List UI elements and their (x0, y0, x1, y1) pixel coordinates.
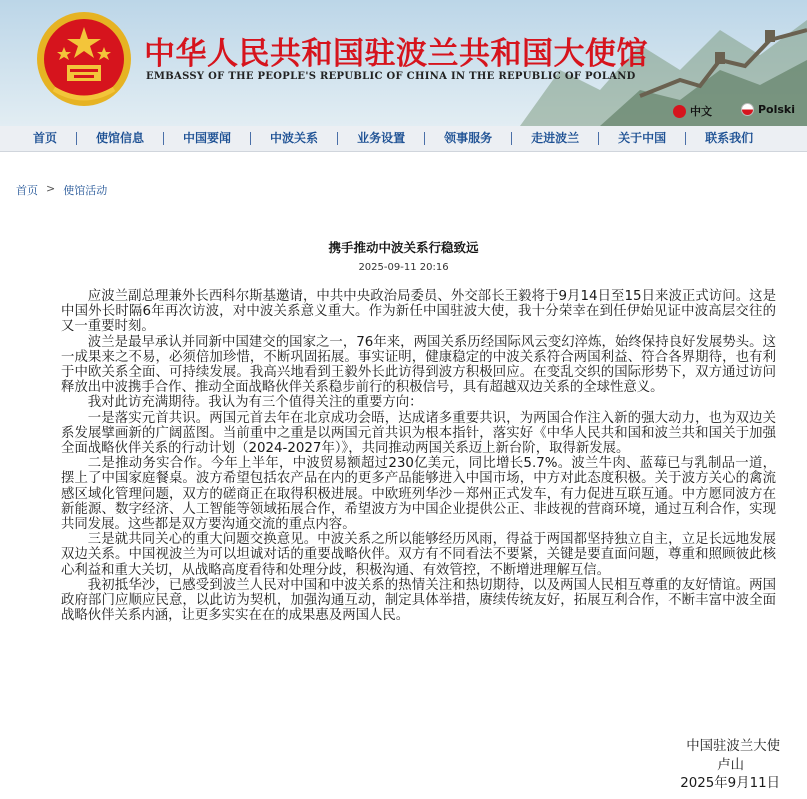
article-date: 2025-09-11 20:16 (358, 262, 449, 273)
breadcrumb (16, 182, 107, 198)
breadcrumb-current[interactable]: 使馆活动 (63, 184, 108, 197)
nav-item-consular[interactable]: 领事服务 (425, 132, 512, 145)
poland-flag-icon (741, 103, 754, 116)
nav-item-embassy-info[interactable]: 使馆信息 (77, 132, 164, 145)
article-paragraph: 二是推动务实合作。今年上半年，中波贸易额超过230亿美元，同比增长5.7%。波兰牛肉、蓝莓已与乳制品一道，摆上了中国家庭餐桌。波方希望包括农产品在内的更多产品能够进入中国市场，中方对此态度积极。关于波方关心的禽流感区域化管理问题，双方的磋商正在取得积极进展。中欧班列华沙－郑州正式发车，有力促进互联互通。中方愿同波方在新能源、数字经济、人工智能等领域拓展合作，希望波方为中国企业提供公正、非歧视的营商环境，通过互利合作，实现共同发展。这些都是双方要沟通交流的重点内容。 (61, 456, 776, 533)
article-title: 携手推动中波关系行稳致远 (328, 240, 479, 255)
nav-item-services[interactable]: 业务设置 (338, 132, 425, 145)
breadcrumb-home[interactable]: 首页 (16, 184, 38, 197)
china-flag-icon (673, 105, 686, 118)
article-paragraph: 一是落实元首共识。两国元首去年在北京成功会晤，达成诸多重要共识，为两国合作注入新的强大动力，也为双边关系发展擘画新的广阔蓝图。当前重中之重是以两国元首共识为根本指针，落实好《中华人民共和国和波兰共和国关于加强全面战略伙伴关系的行动计划（2024-2027年）》，共同推动两国关系迈上新台阶，取得新发展。 (61, 410, 776, 457)
article-paragraph: 应波兰副总理兼外长西科尔斯基邀请，中共中央政治局委员、外交部长王毅将于9月14日至15日来波正式访问。这是中国外长时隔6年再次访波，对中波关系意义重大。作为新任中国驻波大使，我十分荣幸在到任伊始见证中波高层交往的又一重要时刻。 (61, 289, 776, 335)
language-chinese-label: 中文 (690, 105, 712, 118)
nav-item-home[interactable]: 首页 (0, 132, 77, 145)
article-body (61, 289, 776, 623)
nav-item-china-news[interactable]: 中国要闻 (164, 132, 251, 145)
site-header (0, 0, 807, 126)
article-paragraph: 三是就共同关心的重大问题交换意见。中波关系之所以能够经历风雨，得益于两国都坚持独立自主，立足长远地发展双边关系。中国视波兰为可以坦诚对话的重要战略伙伴。双方有不同看法不要紧，关键是要直面问题，尊重和照顾彼此核心利益和重大关切，从战略高度看待和处理分歧，积极沟通、有效管控，不断增进理解互信。 (61, 532, 776, 578)
national-emblem-icon (34, 9, 134, 109)
signature-title: 中国驻波兰大使 (686, 739, 780, 754)
site-title-english: EMBASSY OF THE PEOPLE'S REPUBLIC OF CHINA IN THE REPUBLIC OF POLAND (146, 71, 636, 82)
nav-item-china-poland-relations[interactable]: 中波关系 (251, 132, 338, 145)
nav-item-contact[interactable]: 联系我们 (705, 131, 754, 145)
language-chinese-link[interactable] (673, 103, 712, 119)
article-signature (630, 738, 780, 794)
signature-name: 卢山 (717, 757, 744, 773)
article-paragraph: 我初抵华沙，已感受到波兰人民对中国和中波关系的热情关注和热切期待，以及两国人民相互尊重的友好情谊。两国政府部门应顺应民意，以此访为契机，加强沟通互动，制定具体举措，赓续传统友好，拓展互利合作，不断丰富中波全面战略伙伴关系内涵，让更多实实在在的成果惠及两国人民。 (61, 577, 776, 624)
article-paragraph: 我对此访充满期待。我认为有三个值得关注的重要方向： (87, 395, 423, 411)
main-nav (0, 126, 807, 152)
language-polish-link[interactable] (741, 103, 795, 116)
chevron-right-icon: > (46, 182, 56, 195)
nav-item-about-poland[interactable]: 走进波兰 (512, 132, 599, 145)
signature-date: 2025年9月11日 (680, 776, 780, 792)
nav-item-about-china[interactable]: 关于中国 (599, 132, 686, 145)
article-paragraph: 波兰是最早承认并同新中国建交的国家之一，76年来，两国关系历经国际风云变幻淬炼，始终保持良好发展势头。这一成果来之不易，必须倍加珍惜，不断巩固拓展。事实证明，健康稳定的中波关系符合两国利益、符合各界期待，也有利于中欧关系全面、可持续发展。我高兴地看到王毅外长此访得到波方积极回应。在变乱交织的国际形势下，双方通过访问释放出中波携手合作、推动全面战略伙伴关系稳步前行的积极信号，具有超越双边关系的全球性意义。 (61, 334, 776, 396)
site-title-chinese: 中华人民共和国驻波兰共和国大使馆 (144, 36, 648, 72)
language-polish-label: Polski (758, 103, 796, 116)
